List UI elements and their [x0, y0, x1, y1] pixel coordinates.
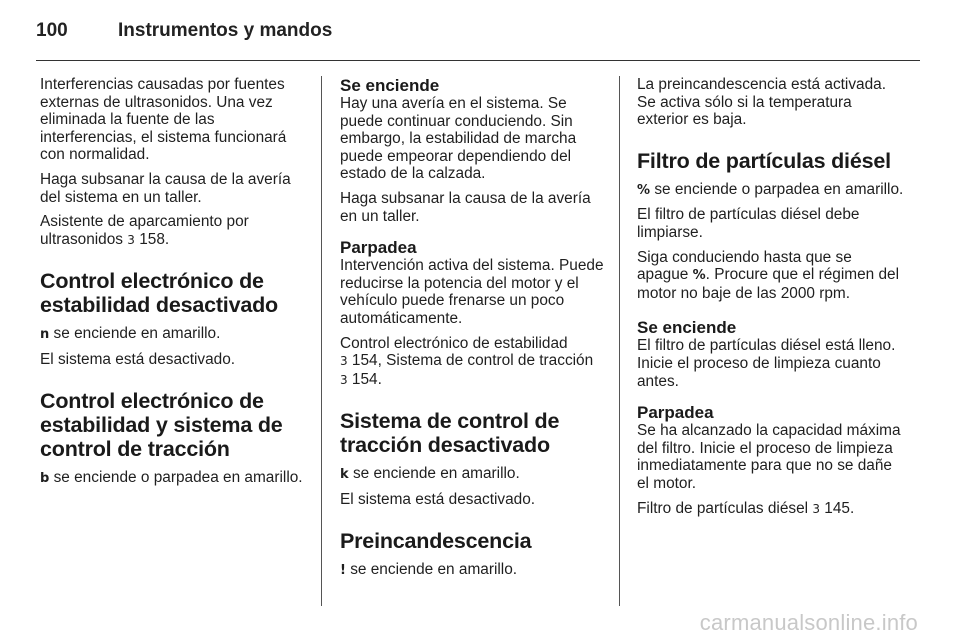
paragraph: Control electrónico de estabilidad 3 154, Sistema de control de tracción 3 154.	[340, 334, 594, 388]
page-number: 100	[36, 20, 68, 41]
paragraph: La preincandescencia está activada. Se activa sólo si la temperatura exterior es baja.	[637, 76, 886, 129]
paragraph: Haga subsanar la causa de la avería del sistema en un taller.	[40, 170, 291, 206]
paragraph: ! se enciende en amarillo.	[340, 560, 518, 578]
esc-off-warning-icon: n	[40, 327, 50, 343]
paragraph: k se enciende en amarillo.	[340, 465, 520, 483]
paragraph: Filtro de partículas diésel 3 145.	[637, 499, 855, 517]
paragraph: Asistente de aparcamiento por ultrasonidos 3 158.	[40, 213, 249, 248]
column-1	[40, 76, 310, 494]
paragraph: n se enciende en amarillo.	[40, 325, 221, 343]
column-3	[637, 76, 907, 525]
paragraph: Se ha alcanzado la capacidad máxima del filtro. Inicie el proceso de limpieza inmediatamente para que no se dañe el motor.	[637, 422, 901, 492]
subheading-se-enciende: Se enciende	[637, 318, 737, 338]
paragraph: El sistema está desactivado.	[40, 350, 236, 368]
paragraph: El sistema está desactivado.	[340, 490, 536, 508]
subheading-parpadea: Parpadea	[637, 403, 714, 423]
diesel-filter-icon: %	[692, 268, 706, 284]
section-heading-esc-tc: Control electrónico de estabilidad y sistema de control de tracción	[40, 388, 283, 461]
page-reference[interactable]: 154.	[351, 370, 382, 388]
paragraph: % se enciende o parpadea en amarillo.	[637, 180, 904, 198]
column-divider-2	[619, 76, 620, 606]
page-reference[interactable]: 158.	[139, 230, 170, 248]
column-2	[340, 76, 610, 586]
paragraph: Interferencias causadas por fuentes externas de ultrasonidos. Una vez eliminada la fuente de las interferencias, el sistema funcionará con normalidad.	[40, 76, 287, 164]
reference-arrow-icon: 3	[340, 354, 348, 369]
tc-off-warning-icon: k	[340, 467, 349, 483]
section-heading-preheat: Preincandescencia	[340, 528, 532, 553]
page-title: Instrumentos y mandos	[118, 20, 333, 41]
page-header	[36, 20, 920, 42]
paragraph: b se enciende o parpadea en amarillo.	[40, 468, 303, 486]
reference-arrow-icon: 3	[340, 372, 348, 387]
paragraph: Siga conduciendo hasta que se apague %. Procure que el régimen del motor no baje de las 2000 rpm.	[637, 248, 900, 302]
subheading-parpadea: Parpadea	[340, 238, 417, 258]
paragraph: Intervención activa del sistema. Puede reducirse la potencia del motor y el vehículo puede frenarse un poco automáticamente.	[340, 257, 604, 327]
column-divider-1	[321, 76, 322, 606]
section-heading-dpf: Filtro de partículas diésel	[637, 148, 891, 173]
page-reference[interactable]: 154, Sistema de control de tracción	[351, 352, 594, 370]
page-reference[interactable]: 145.	[824, 499, 855, 517]
paragraph: Haga subsanar la causa de la avería en un taller.	[340, 189, 591, 225]
subheading-se-enciende: Se enciende	[340, 76, 440, 95]
diesel-filter-icon: %	[637, 182, 651, 198]
esc-tc-warning-icon: b	[40, 470, 50, 486]
watermark: carmanualsonline.info	[699, 610, 918, 635]
paragraph: Hay una avería en el sistema. Se puede continuar conduciendo. Sin embargo, la estabilidad de marcha puede empeorar dependiendo del estado de la calzada.	[340, 95, 577, 183]
section-heading-esc-off: Control electrónico de estabilidad desactivado	[40, 269, 278, 318]
paragraph: El filtro de partículas diésel está lleno. Inicie el proceso de limpieza cuanto antes.	[637, 337, 896, 390]
header-divider	[36, 60, 920, 61]
reference-arrow-icon: 3	[812, 501, 821, 516]
reference-arrow-icon: 3	[127, 232, 135, 247]
preheat-coil-icon: !	[340, 562, 346, 578]
section-heading-tc-off: Sistema de control de tracción desactivado	[340, 409, 560, 458]
paragraph: El filtro de partículas diésel debe limpiarse.	[637, 206, 860, 241]
